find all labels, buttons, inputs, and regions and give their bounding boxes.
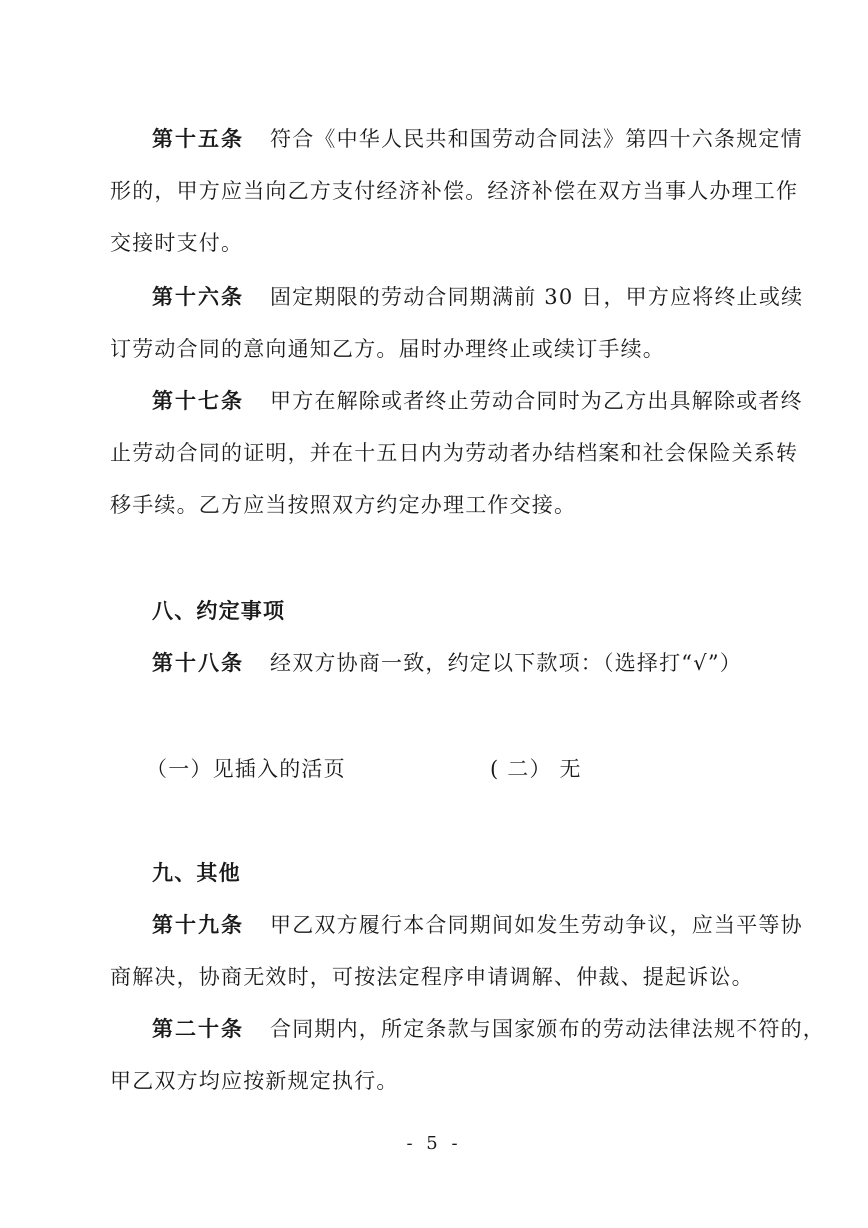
option-2: ( 二） 无 [490, 757, 582, 781]
article-19-text-1: 甲乙双方履行本合同期间如发生劳动争议，应当平等协 [270, 913, 803, 937]
article-17-line-3: 移手续。乙方应当按照双方约定办理工作交接。 [110, 493, 577, 517]
article-20-text-1: 合同期内，所定条款与国家颁布的劳动法律法规不符的， [270, 1017, 825, 1041]
article-17-text-1: 甲方在解除或者终止劳动合同时为乙方出具解除或者终 [270, 389, 803, 413]
article-20-line-2: 甲乙双方均应按新规定执行。 [110, 1069, 399, 1093]
section-9-heading: 九、其他 [152, 860, 241, 885]
article-15-line-2: 形的，甲方应当向乙方支付经济补偿。经济补偿在双方当事人办理工作 [110, 179, 799, 203]
article-15-number: 第十五条 [152, 126, 244, 151]
article-16-line-2: 订劳动合同的意向通知乙方。届时办理终止或续订手续。 [110, 337, 665, 361]
option-1: （一）见插入的活页 [146, 757, 346, 781]
article-17-line-1 [152, 386, 832, 416]
article-16-line-1 [152, 282, 832, 312]
article-19-line-1 [152, 910, 832, 940]
article-18-number: 第十八条 [152, 650, 244, 675]
article-18-text-1: 经双方协商一致，约定以下款项：（选择打“√”） [270, 651, 742, 675]
article-17-line-2: 止劳动合同的证明，并在十五日内为劳动者办结档案和社会保险关系转 [110, 441, 799, 465]
article-16-number: 第十六条 [152, 284, 244, 309]
page-number: - 5 - [406, 1133, 462, 1154]
article-20-line-1 [152, 1014, 832, 1044]
section-8-heading: 八、约定事项 [152, 598, 286, 623]
article-20-number: 第二十条 [152, 1016, 244, 1041]
article-16-text-1: 固定期限的劳动合同期满前 30 日，甲方应将终止或续 [270, 285, 804, 309]
article-17-number: 第十七条 [152, 388, 244, 413]
article-15-text-1: 符合《中华人民共和国劳动合同法》第四十六条规定情 [270, 127, 803, 151]
article-18-line-1 [152, 648, 832, 678]
article-19-number: 第十九条 [152, 912, 244, 937]
article-15-line-3: 交接时支付。 [110, 231, 244, 255]
article-15-line-1 [152, 124, 832, 154]
article-19-line-2: 商解决，协商无效时，可按法定程序申请调解、仲裁、提起诉讼。 [110, 965, 754, 989]
